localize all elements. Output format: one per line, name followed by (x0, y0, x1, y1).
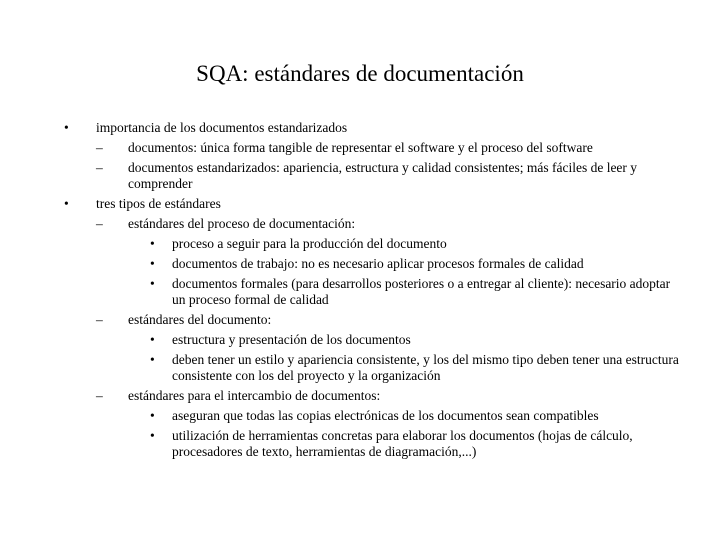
list-item-text: estándares del proceso de documentación: (128, 216, 356, 231)
list-item-text: importancia de los documentos estandarizados (96, 120, 348, 135)
list-item (0, 330, 720, 350)
list-item-text: deben tener un estilo y apariencia consistente, y los del mismo tipo deben tener una estructura consistente con los del proyecto y la organización (172, 352, 679, 383)
list-item-text: estándares para el intercambio de documentos: (128, 388, 381, 403)
list-item-text: documentos estandarizados: apariencia, estructura y calidad consistentes; más fáciles de leer y comprender (128, 160, 638, 191)
list-item (0, 254, 720, 274)
list-item (0, 310, 720, 330)
list-item-text: estándares del documento: (128, 312, 272, 327)
list-item (0, 194, 720, 214)
list-item (0, 118, 720, 138)
bullet-icon: • (150, 276, 155, 291)
list-item-text: documentos de trabajo: no es necesario aplicar procesos formales de calidad (172, 256, 584, 271)
bullet-icon: • (150, 256, 155, 271)
list-item-text: estructura y presentación de los documentos (172, 332, 411, 347)
list-item (0, 234, 720, 254)
list-item-text: utilización de herramientas concretas para elaborar los documentos (hojas de cálculo, procesadores de texto, herramientas de diagramación,...) (172, 428, 633, 459)
list-item (0, 386, 720, 406)
bullet-list (0, 118, 720, 462)
bullet-icon: • (64, 120, 69, 135)
list-item (0, 214, 720, 234)
list-item (0, 274, 720, 310)
bullet-icon: • (150, 428, 155, 443)
bullet-icon: • (64, 196, 69, 211)
list-item-text: proceso a seguir para la producción del documento (172, 236, 447, 251)
bullet-icon: • (150, 408, 155, 423)
dash-icon: – (96, 140, 103, 155)
dash-icon: – (96, 160, 103, 175)
list-item-text: aseguran que todas las copias electrónicas de los documentos sean compatibles (172, 408, 599, 423)
dash-icon: – (96, 216, 103, 231)
bullet-icon: • (150, 352, 155, 367)
list-item-text: tres tipos de estándares (96, 196, 221, 211)
dash-icon: – (96, 312, 103, 327)
bullet-icon: • (150, 332, 155, 347)
list-item (0, 406, 720, 426)
list-item-text: documentos formales (para desarrollos posteriores o a entregar al cliente): necesario adoptar un proceso formal de calidad (172, 276, 671, 307)
dash-icon: – (96, 388, 103, 403)
bullet-icon: • (150, 236, 155, 251)
list-item (0, 426, 720, 462)
list-item-text: documentos: única forma tangible de representar el software y el proceso del software (128, 140, 593, 155)
list-item (0, 138, 720, 158)
list-item (0, 350, 720, 386)
list-item (0, 158, 720, 194)
slide-title: SQA: estándares de documentación (196, 61, 524, 86)
